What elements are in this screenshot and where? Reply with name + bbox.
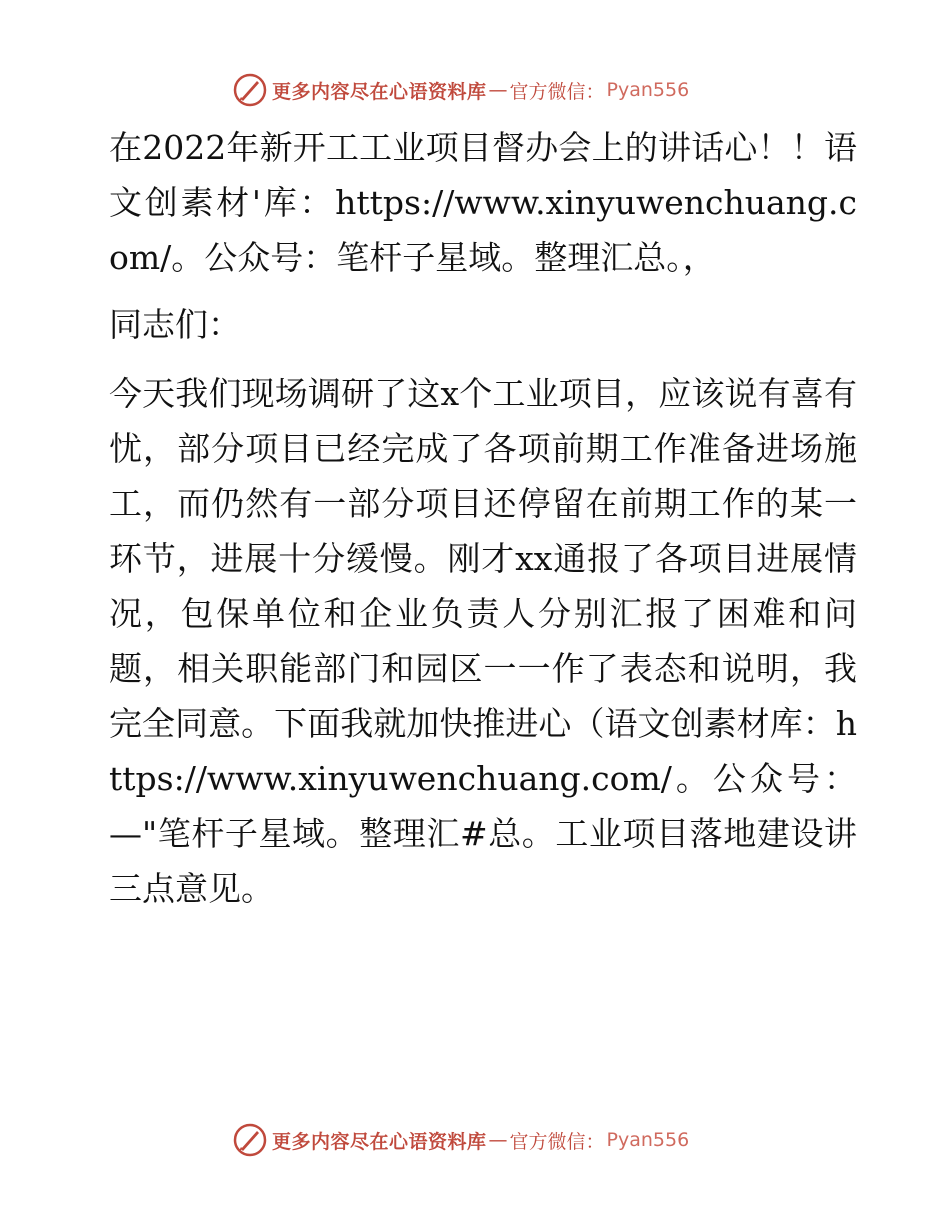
watermark-wechat-id: Pyan556: [606, 1129, 690, 1151]
greeting-paragraph: 同志们：: [109, 305, 241, 344]
watermark-official-label: 官方微信：: [509, 1130, 605, 1153]
watermark-dash: —: [488, 1129, 508, 1151]
quill-logo-icon: [232, 1122, 268, 1158]
document-title-paragraph: 在2022年新开工工业项目督办会上的讲话心！！语文创素材'库：https://www.xinyuwenchuang.com/。公众号：笔杆子星域。整理汇总。，: [109, 128, 857, 277]
body-paragraph: 今天我们现场调研了这x个工业项目，应该说有喜有忧，部分项目已经完成了各项前期工作准备进场施工，而仍然有一部分项目还停留在前期工作的某一环节，进展十分缓慢。刚才xx通报了各项目进展情况，包保单位和企业负责人分别汇报了困难和问题，相关职能部门和园区一一作了表态和说明，我完全同意。下面我就加快推进心（语文创素材库：https://www.xinyuwenchuang.com/。公众号：—"笔杆子星域。整理汇#总。工业项目落地建设讲三点意见。: [109, 374, 857, 908]
quill-logo-icon: [232, 72, 268, 108]
watermark-main-text: 更多内容尽在心语资料库: [272, 1130, 487, 1153]
watermark-official-label: 官方微信：: [509, 80, 605, 103]
footer-watermark: [232, 1122, 689, 1158]
watermark-dash: —: [488, 79, 508, 101]
watermark-main-text: 更多内容尽在心语资料库: [272, 80, 487, 103]
watermark-wechat-id: Pyan556: [606, 79, 690, 101]
header-watermark: [232, 72, 689, 108]
document-body: [97, 120, 857, 916]
